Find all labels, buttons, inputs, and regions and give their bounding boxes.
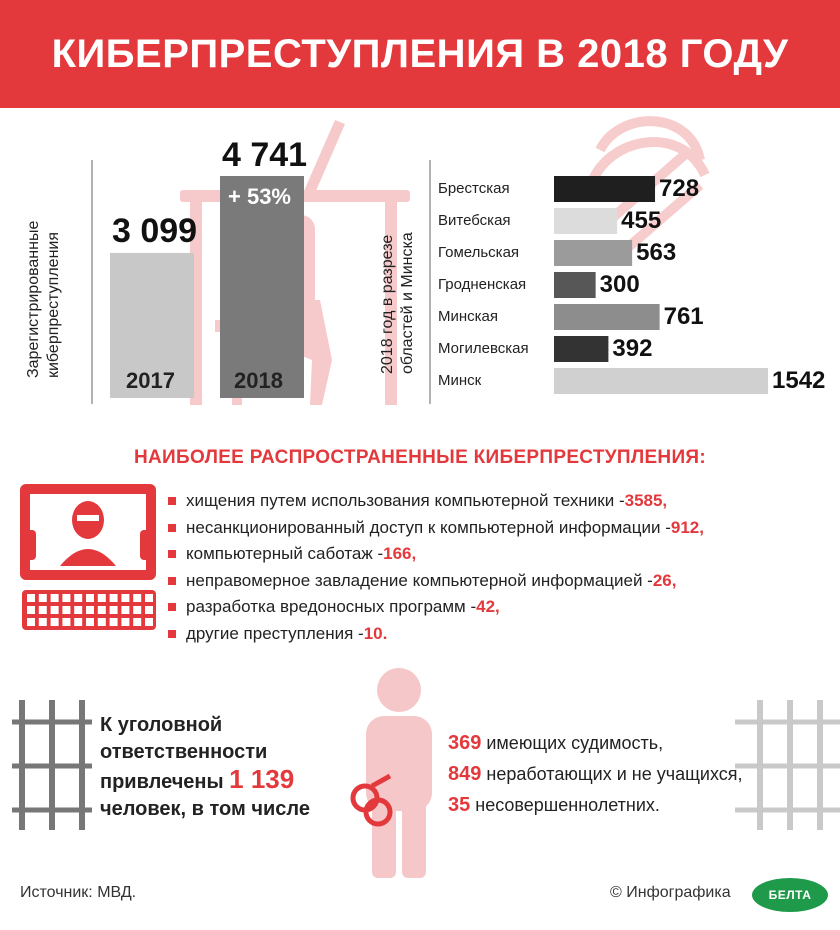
bar-value-label-2017: 3 099 xyxy=(112,212,198,250)
belta-logo: БЕЛТА xyxy=(752,878,828,912)
left-axis-label xyxy=(24,221,64,378)
hacker-computer-icon xyxy=(20,484,156,630)
list-item: неправомерное завладение компьютерной информацией - 26, xyxy=(168,568,704,595)
key-icon xyxy=(110,594,118,602)
region-value-label: 392 xyxy=(612,335,653,362)
key-icon xyxy=(51,606,59,614)
convicted-total: 1 139 xyxy=(229,764,295,794)
key-icon xyxy=(133,606,141,614)
list-item: компьютерный саботаж - 166, xyxy=(168,541,704,568)
key-icon xyxy=(27,594,35,602)
region-label: Брестская xyxy=(438,180,510,197)
key-icon xyxy=(86,606,94,614)
growth-annotation: + 53% xyxy=(228,184,291,209)
key-icon xyxy=(62,618,70,626)
key-icon xyxy=(145,606,153,614)
region-value-label: 761 xyxy=(663,303,704,330)
list-item: хищения путем использования компьютерной техники - 3585, xyxy=(168,488,704,515)
key-icon xyxy=(145,594,153,602)
right-axis-label xyxy=(378,232,418,374)
list-item: 369 имеющих судимость, xyxy=(448,732,664,754)
region-value-label: 300 xyxy=(599,271,640,298)
key-icon xyxy=(74,594,82,602)
category-label-2017: 2017 xyxy=(126,368,175,393)
key-icon xyxy=(27,618,35,626)
bullet-icon xyxy=(168,630,176,638)
key-icon xyxy=(39,594,47,602)
region-value-label: 1542 xyxy=(772,367,826,394)
key-icon xyxy=(62,594,70,602)
key-icon xyxy=(39,618,47,626)
key-icon xyxy=(98,606,106,614)
key-icon xyxy=(133,594,141,602)
region-value-label: 728 xyxy=(659,175,700,202)
bar-value-label-2018: 4 741 xyxy=(222,136,308,174)
region-value-label: 455 xyxy=(621,207,662,234)
key-icon xyxy=(121,606,129,614)
left-axis-label-line: киберпреступления xyxy=(45,231,62,378)
left-axis-label-line: Зарегистрированные xyxy=(25,220,42,378)
section-title: НАИБОЛЕЕ РАСПРОСТРАНЕННЫЕ КИБЕРПРЕСТУПЛЕНИЯ: xyxy=(134,447,706,468)
prison-bars-left-icon xyxy=(12,700,92,830)
region-label: Минская xyxy=(438,308,499,325)
key-icon xyxy=(121,618,129,626)
key-icon xyxy=(74,618,82,626)
bullet-icon xyxy=(168,524,176,532)
list-item: разработка вредоносных программ - 42, xyxy=(168,594,704,621)
key-icon xyxy=(133,618,141,626)
bar-Гомельская xyxy=(554,240,632,266)
key-icon xyxy=(62,606,70,614)
region-label: Могилевская xyxy=(438,340,529,357)
region-label: Гродненская xyxy=(438,276,527,293)
bullet-icon xyxy=(168,550,176,558)
list-item: несанкционированный доступ к компьютерной информации - 912, xyxy=(168,515,704,542)
bullet-icon xyxy=(168,497,176,505)
right-axis-label-line: областей и Минска xyxy=(399,232,416,374)
credit-note: © Инфографика xyxy=(610,884,731,901)
bullet-icon xyxy=(168,577,176,585)
source-note: Источник: МВД. xyxy=(20,884,137,901)
responsibility-text: К уголовной ответственности привлечены 1 139 человек, в том числе xyxy=(100,714,310,820)
bar-Могилевская xyxy=(554,336,608,362)
list-item: другие преступления - 10. xyxy=(168,621,704,648)
convict-stats xyxy=(448,728,743,821)
bar-Минск xyxy=(554,368,768,394)
crime-list xyxy=(168,488,704,647)
key-icon xyxy=(98,594,106,602)
region-value-label: 563 xyxy=(636,239,677,266)
key-icon xyxy=(121,594,129,602)
right-axis-label-line: 2018 год в разрезе xyxy=(379,234,396,374)
key-icon xyxy=(110,606,118,614)
page-title: КИБЕРПРЕСТУПЛЕНИЯ В 2018 ГОДУ xyxy=(51,31,789,76)
prison-bars-right-icon xyxy=(735,700,840,830)
list-item: 35 несовершеннолетних. xyxy=(448,794,660,816)
bar-Брестская xyxy=(554,176,655,202)
key-icon xyxy=(74,606,82,614)
region-label: Гомельская xyxy=(438,244,520,261)
bar-Витебская xyxy=(554,208,617,234)
person-silhouette-icon xyxy=(366,668,432,878)
key-icon xyxy=(51,618,59,626)
key-icon xyxy=(110,618,118,626)
bullet-icon xyxy=(168,603,176,611)
region-label: Витебская xyxy=(438,212,511,229)
list-item: 849 неработающих и не учащихся, xyxy=(448,763,743,785)
key-icon xyxy=(39,606,47,614)
bar-Минская xyxy=(554,304,660,330)
key-icon xyxy=(98,618,106,626)
key-icon xyxy=(145,618,153,626)
bar-Гродненская xyxy=(554,272,596,298)
key-icon xyxy=(86,618,94,626)
region-label: Минск xyxy=(438,372,482,389)
key-icon xyxy=(27,606,35,614)
key-icon xyxy=(86,594,94,602)
key-icon xyxy=(51,594,59,602)
category-label-2018: 2018 xyxy=(234,368,283,393)
